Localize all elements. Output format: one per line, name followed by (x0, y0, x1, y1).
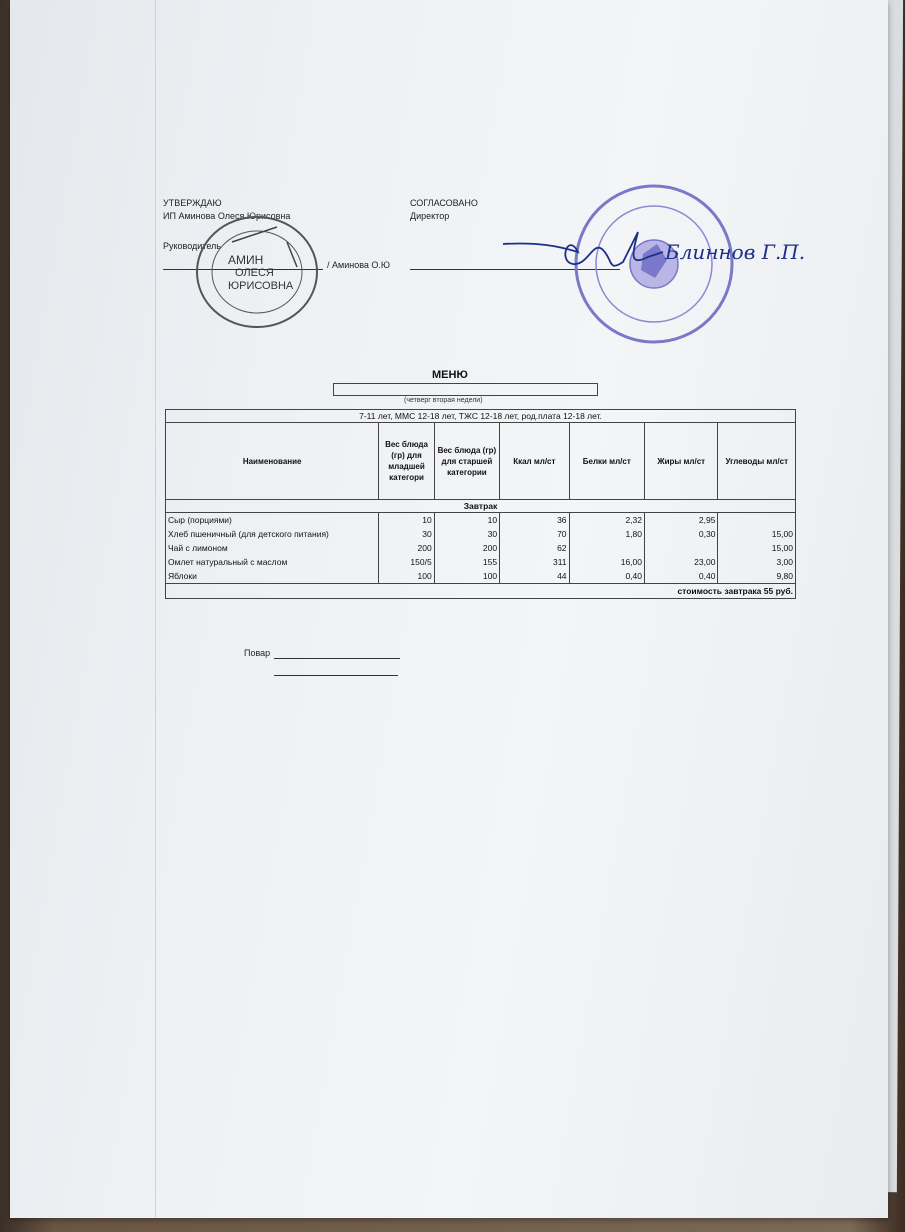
approve-signer: / Аминова О.Ю (327, 260, 390, 270)
col-header-fat: Жиры мл/ст (645, 423, 718, 500)
cook-name-line (274, 675, 398, 676)
menu-title: МЕНЮ (432, 369, 468, 381)
cell-protein: 2,32 (569, 513, 644, 528)
cell-weight-junior: 100 (379, 569, 434, 584)
cell-carbs (718, 513, 796, 528)
col-header-protein: Белки мл/ст (569, 423, 644, 500)
cell-fat: 2,95 (645, 513, 718, 528)
menu-section: Завтрак (166, 500, 796, 513)
col-header-carbs: Углеводы мл/ст (718, 423, 796, 500)
menu-table (165, 409, 796, 599)
cell-kcal: 70 (500, 527, 569, 541)
table-row (166, 569, 796, 584)
cell-carbs: 3,00 (718, 555, 796, 569)
cell-kcal: 62 (500, 541, 569, 555)
cell-weight-senior: 10 (434, 513, 499, 528)
cell-protein: 0,40 (569, 569, 644, 584)
approve-org: ИП Аминова Олеся Юрисовна (163, 211, 291, 221)
cell-fat: 0,40 (645, 569, 718, 584)
col-header-weight-junior: Вес блюда (гр) для младшей категори (379, 423, 434, 500)
cell-protein: 1,80 (569, 527, 644, 541)
cell-name: Хлеб пшеничный (для детского питания) (166, 527, 379, 541)
agree-role: Директор (410, 211, 450, 221)
page-fold (155, 0, 156, 1218)
cell-carbs: 15,00 (718, 527, 796, 541)
cell-weight-junior: 150/5 (379, 555, 434, 569)
col-header-weight-senior: Вес блюда (гр) для старшей категории (434, 423, 499, 500)
cell-kcal: 36 (500, 513, 569, 528)
col-header-name: Наименование (166, 423, 379, 500)
stamp-text-1: АМИН (228, 253, 264, 267)
stamp-text-3: ЮРИСОВНА (228, 280, 294, 292)
menu-day: (четверг вторая недели) (404, 397, 483, 404)
table-row (166, 527, 796, 541)
cell-weight-senior: 30 (434, 527, 499, 541)
cell-weight-junior: 30 (379, 527, 434, 541)
table-row (166, 541, 796, 555)
cell-weight-junior: 10 (379, 513, 434, 528)
cell-name: Сыр (порциями) (166, 513, 379, 528)
table-row (166, 513, 796, 528)
cell-carbs: 15,00 (718, 541, 796, 555)
cell-kcal: 311 (500, 555, 569, 569)
cell-weight-senior: 155 (434, 555, 499, 569)
cell-fat: 23,00 (645, 555, 718, 569)
approve-role: Руководитель (163, 241, 221, 251)
approve-heading: УТВЕРЖДАЮ (163, 198, 222, 208)
cell-weight-junior: 200 (379, 541, 434, 555)
menu-title-box (333, 383, 598, 396)
cell-name: Чай с лимоном (166, 541, 379, 555)
agree-heading: СОГЛАСОВАНО (410, 198, 478, 208)
cook-sign-line (274, 658, 400, 659)
document-page (10, 0, 888, 1218)
cell-weight-senior: 100 (434, 569, 499, 584)
cell-kcal: 44 (500, 569, 569, 584)
cell-carbs: 9,80 (718, 569, 796, 584)
cell-name: Яблоки (166, 569, 379, 584)
col-header-kcal: Ккал мл/ст (500, 423, 569, 500)
table-row (166, 555, 796, 569)
cell-fat (645, 541, 718, 555)
cook-label: Повар (244, 648, 271, 658)
cell-protein: 16,00 (569, 555, 644, 569)
agree-signature: Блиннов Г.П. (665, 240, 806, 264)
cell-protein (569, 541, 644, 555)
cell-weight-senior: 200 (434, 541, 499, 555)
stamp-text-2: ОЛЕСЯ (235, 267, 274, 279)
breakfast-cost: стоимость завтрака 55 руб. (166, 584, 796, 599)
cell-name: Омлет натуральный с маслом (166, 555, 379, 569)
menu-group: 7-11 лет, ММС 12-18 лет, ТЖС 12-18 лет, род.плата 12-18 лет. (166, 410, 796, 423)
cell-fat: 0,30 (645, 527, 718, 541)
